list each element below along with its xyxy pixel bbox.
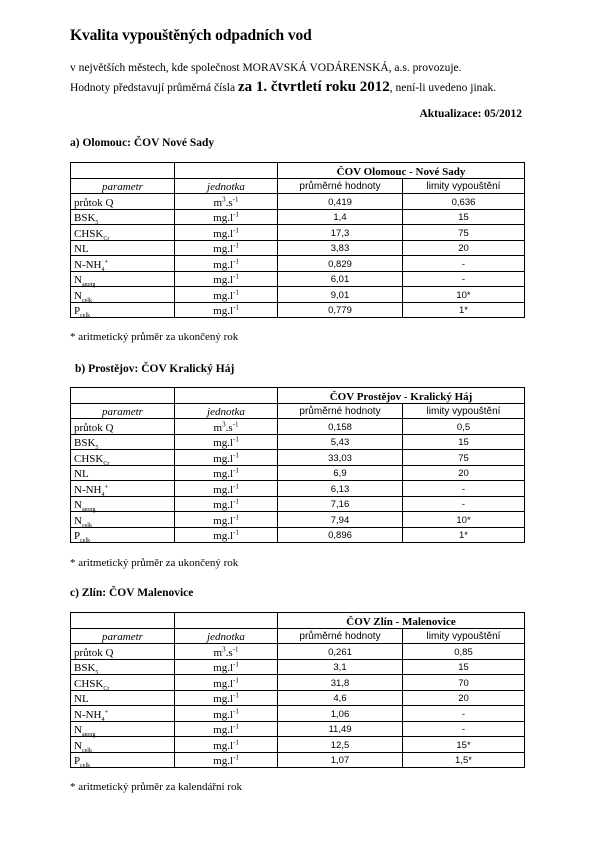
- unit-cell: [175, 209, 278, 225]
- parameter-name: N-NH: [74, 483, 102, 496]
- unit-text: mg.l: [213, 289, 234, 302]
- parameter-cell: [71, 240, 175, 256]
- empty-cell: [71, 613, 175, 629]
- unit-cell: [175, 419, 278, 435]
- parameter-name: N: [74, 289, 82, 302]
- parameter-name: N-NH: [74, 258, 102, 271]
- avg-value: 7,16: [278, 496, 403, 512]
- unit-cell: [175, 465, 278, 481]
- unit-cell: [175, 690, 278, 706]
- unit-cell: [175, 302, 278, 318]
- parameter-subscript: celk: [81, 522, 92, 529]
- limit-value: 0,5: [403, 419, 525, 435]
- parameter-name: NL: [74, 693, 89, 705]
- parameter-name: NL: [74, 243, 89, 255]
- parameter-subscript: celk: [80, 538, 91, 545]
- column-header-jednotka: jednotka: [175, 403, 278, 419]
- table-olomouc: [70, 162, 525, 318]
- parameter-name: průtok Q: [74, 196, 114, 209]
- section-heading-olomouc: a) Olomouc: ČOV Nové Sady: [70, 137, 215, 149]
- avg-value: 0,829: [278, 256, 403, 272]
- table-header-row: [71, 628, 525, 644]
- limit-value: 1*: [403, 527, 525, 543]
- avg-value: 11,49: [278, 721, 403, 737]
- table-header-plant-row: [71, 613, 525, 629]
- footnote-olomouc: * aritmetický průměr za ukončený rok: [70, 331, 239, 343]
- parameter-name: BSK: [74, 437, 96, 449]
- avg-value: 17,3: [278, 225, 403, 241]
- unit-cell: [175, 450, 278, 466]
- parameter-name: BSK: [74, 212, 96, 224]
- parameter-subscript: Cr: [103, 685, 110, 692]
- unit-cell: [175, 737, 278, 753]
- avg-value: 1,4: [278, 209, 403, 225]
- parameter-subscript: 4: [101, 716, 105, 723]
- unit-cell: [175, 225, 278, 241]
- parameter-cell: [71, 706, 175, 722]
- parameter-name: P: [74, 755, 81, 767]
- table-row: [71, 496, 525, 512]
- parameter-cell: [71, 752, 175, 768]
- unit-text: mg.l: [213, 530, 234, 542]
- unit-superscript: -1: [233, 512, 239, 521]
- unit-superscript: -1: [233, 225, 239, 234]
- empty-cell: [71, 388, 175, 404]
- limit-value: 15*: [403, 737, 525, 753]
- limit-value: 20: [403, 690, 525, 706]
- parameter-name: CHSK: [74, 677, 104, 690]
- limit-value: 15: [403, 209, 525, 225]
- unit-cell: [175, 644, 278, 660]
- footnote-zlin: * aritmetický průměr za kalendářní rok: [70, 781, 242, 793]
- parameter-subscript: celk: [80, 763, 91, 770]
- avg-value: 9,01: [278, 287, 403, 303]
- avg-value: 31,8: [278, 675, 403, 691]
- unit-text: mg.l: [213, 212, 234, 224]
- unit-cell: [175, 752, 278, 768]
- column-header-parametr: parametr: [71, 628, 175, 644]
- avg-value: 5,43: [278, 434, 403, 450]
- table-header-row: [71, 403, 525, 419]
- limit-value: 70: [403, 675, 525, 691]
- unit-cell: [175, 659, 278, 675]
- table-row: [71, 721, 525, 737]
- table-row: [71, 690, 525, 706]
- unit-cell: [175, 287, 278, 303]
- section-heading-zlin: c) Zlín: ČOV Malenovice: [70, 587, 194, 599]
- limit-value: -: [403, 721, 525, 737]
- avg-value: 6,01: [278, 271, 403, 287]
- avg-value: 0,779: [278, 302, 403, 318]
- table-row: [71, 271, 525, 287]
- table-row: [71, 419, 525, 435]
- avg-value: 1,07: [278, 752, 403, 768]
- unit-text: m: [213, 196, 223, 209]
- parameter-cell: [71, 271, 175, 287]
- empty-cell: [175, 613, 278, 629]
- parameter-name: N: [74, 739, 82, 752]
- parameter-cell: [71, 481, 175, 497]
- table-row: [71, 481, 525, 497]
- parameter-name: BSK: [74, 662, 96, 674]
- parameter-subscript: anorg: [81, 732, 96, 739]
- empty-cell: [71, 163, 175, 179]
- column-header-jednotka: jednotka: [175, 178, 278, 194]
- unit-cell: [175, 675, 278, 691]
- limit-value: 15: [403, 434, 525, 450]
- table-prostejov: [70, 387, 525, 543]
- table-row: [71, 737, 525, 753]
- unit-superscript: -1: [233, 528, 239, 537]
- table-header-row: [71, 178, 525, 194]
- parameter-cell: [71, 527, 175, 543]
- unit-text: mg.l: [213, 227, 234, 240]
- unit-superscript: -1: [233, 753, 239, 762]
- table-row: [71, 287, 525, 303]
- unit-cell: [175, 496, 278, 512]
- unit-superscript-2: -1: [232, 194, 239, 203]
- avg-value: 3,83: [278, 240, 403, 256]
- intro-line-2-end: , není-li uvedeno jinak.: [389, 82, 497, 94]
- plant-name: ČOV Prostějov - Kralický Háj: [278, 388, 525, 404]
- avg-value: 0,419: [278, 194, 403, 210]
- limit-value: 20: [403, 465, 525, 481]
- column-header-parametr: parametr: [71, 403, 175, 419]
- plant-name: ČOV Olomouc - Nové Sady: [278, 163, 525, 179]
- avg-value: 6,9: [278, 465, 403, 481]
- parameter-superscript: +: [104, 256, 109, 265]
- table-row: [71, 675, 525, 691]
- unit-superscript: -1: [233, 737, 239, 746]
- unit-text: mg.l: [213, 437, 234, 449]
- avg-value: 1,06: [278, 706, 403, 722]
- parameter-subscript: celk: [81, 297, 92, 304]
- table-header-plant-row: [71, 163, 525, 179]
- unit-text: mg.l: [213, 708, 234, 721]
- parameter-name: NL: [74, 468, 89, 480]
- unit-cell: [175, 512, 278, 528]
- plant-name: ČOV Zlín - Malenovice: [278, 613, 525, 629]
- parameter-subscript: celk: [80, 313, 91, 320]
- table-header-plant-row: [71, 388, 525, 404]
- table-row: [71, 706, 525, 722]
- table-row: [71, 752, 525, 768]
- parameter-name: průtok Q: [74, 646, 114, 659]
- parameter-subscript: 4: [101, 266, 105, 273]
- unit-cell: [175, 527, 278, 543]
- parameter-subscript: anorg: [81, 507, 96, 514]
- limit-value: 0,85: [403, 644, 525, 660]
- parameter-name: N: [74, 724, 82, 736]
- unit-text: mg.l: [213, 468, 234, 480]
- parameter-name: P: [74, 530, 81, 542]
- table-row: [71, 209, 525, 225]
- unit-cell: [175, 240, 278, 256]
- unit-text: mg.l: [213, 693, 234, 705]
- unit-text: mg.l: [213, 483, 234, 496]
- unit-text: m: [213, 421, 223, 434]
- unit-superscript: 3: [222, 644, 226, 653]
- unit-text: mg.l: [213, 274, 234, 286]
- parameter-cell: [71, 209, 175, 225]
- unit-superscript: -1: [233, 435, 239, 444]
- limit-value: 1*: [403, 302, 525, 318]
- unit-superscript: -1: [233, 660, 239, 669]
- unit-cell: [175, 481, 278, 497]
- unit-superscript: -1: [233, 481, 239, 490]
- table-zlin: [70, 612, 525, 768]
- unit-superscript: -1: [233, 241, 239, 250]
- unit-superscript-2: -1: [232, 419, 239, 428]
- intro-line-1: v největších městech, kde společnost MORAVSKÁ VODÁRENSKÁ, a.s. provozuje.: [70, 62, 462, 74]
- parameter-cell: [71, 287, 175, 303]
- column-header-parametr: parametr: [71, 178, 175, 194]
- unit-superscript: -1: [233, 497, 239, 506]
- unit-superscript: -1: [233, 691, 239, 700]
- column-header-avg: průměrné hodnoty: [278, 403, 403, 419]
- unit-superscript: -1: [233, 303, 239, 312]
- parameter-superscript: +: [104, 481, 109, 490]
- avg-value: 12,5: [278, 737, 403, 753]
- unit-text: mg.l: [213, 452, 234, 465]
- parameter-cell: [71, 225, 175, 241]
- parameter-cell: [71, 450, 175, 466]
- parameter-cell: [71, 644, 175, 660]
- unit-cell: [175, 434, 278, 450]
- unit-text-after: .s: [225, 196, 233, 209]
- limit-value: 75: [403, 450, 525, 466]
- limit-value: -: [403, 496, 525, 512]
- parameter-cell: [71, 256, 175, 272]
- limit-value: -: [403, 706, 525, 722]
- update-date: Aktualizace: 05/2012: [419, 108, 522, 120]
- column-header-limit: limity vypouštění: [403, 403, 525, 419]
- unit-cell: [175, 271, 278, 287]
- table-row: [71, 434, 525, 450]
- table-row: [71, 194, 525, 210]
- parameter-superscript: +: [104, 706, 109, 715]
- unit-cell: [175, 706, 278, 722]
- table-row: [71, 644, 525, 660]
- limit-value: 10*: [403, 287, 525, 303]
- unit-superscript: 3: [222, 419, 226, 428]
- unit-superscript-2: -1: [232, 644, 239, 653]
- intro-line-2-start: Hodnoty představují průměrná čísla: [70, 82, 238, 94]
- unit-superscript: -1: [233, 256, 239, 265]
- table-row: [71, 512, 525, 528]
- table-row: [71, 256, 525, 272]
- unit-text: mg.l: [213, 739, 234, 752]
- limit-value: -: [403, 271, 525, 287]
- parameter-cell: [71, 434, 175, 450]
- parameter-cell: [71, 194, 175, 210]
- parameter-cell: [71, 721, 175, 737]
- avg-value: 33,03: [278, 450, 403, 466]
- avg-value: 4,6: [278, 690, 403, 706]
- column-header-jednotka: jednotka: [175, 628, 278, 644]
- table-row: [71, 225, 525, 241]
- unit-cell: [175, 194, 278, 210]
- column-header-avg: průměrné hodnoty: [278, 628, 403, 644]
- unit-text: mg.l: [213, 724, 234, 736]
- parameter-name: CHSK: [74, 452, 104, 465]
- unit-superscript: -1: [233, 675, 239, 684]
- parameter-cell: [71, 496, 175, 512]
- unit-text: mg.l: [213, 677, 234, 690]
- parameter-name: N-NH: [74, 708, 102, 721]
- avg-value: 6,13: [278, 481, 403, 497]
- limit-value: 20: [403, 240, 525, 256]
- unit-cell: [175, 256, 278, 272]
- limit-value: -: [403, 256, 525, 272]
- empty-cell: [175, 163, 278, 179]
- parameter-subscript: 5: [95, 220, 99, 227]
- parameter-subscript: 5: [95, 445, 99, 452]
- avg-value: 0,261: [278, 644, 403, 660]
- parameter-name: N: [74, 274, 82, 286]
- intro-line-2: [70, 79, 496, 96]
- unit-superscript: 3: [222, 194, 226, 203]
- parameter-cell: [71, 737, 175, 753]
- intro-period: za 1. čtvrtletí roku 2012: [238, 79, 390, 95]
- table-row: [71, 465, 525, 481]
- unit-text-after: .s: [225, 421, 233, 434]
- table-row: [71, 450, 525, 466]
- parameter-name: P: [74, 305, 81, 317]
- parameter-cell: [71, 419, 175, 435]
- unit-text: mg.l: [213, 499, 234, 511]
- limit-value: 75: [403, 225, 525, 241]
- unit-superscript: -1: [233, 706, 239, 715]
- unit-text: mg.l: [213, 243, 234, 255]
- parameter-name: průtok Q: [74, 421, 114, 434]
- empty-cell: [175, 388, 278, 404]
- footnote-prostejov: * aritmetický průměr za ukončený rok: [70, 557, 239, 569]
- unit-superscript: -1: [233, 466, 239, 475]
- parameter-subscript: Cr: [103, 235, 110, 242]
- unit-superscript: -1: [233, 450, 239, 459]
- parameter-cell: [71, 675, 175, 691]
- parameter-subscript: Cr: [103, 460, 110, 467]
- parameter-cell: [71, 465, 175, 481]
- unit-text: mg.l: [213, 305, 234, 317]
- unit-text: mg.l: [213, 514, 234, 527]
- section-heading-prostejov: b) Prostějov: ČOV Kralický Háj: [75, 363, 235, 375]
- unit-cell: [175, 721, 278, 737]
- table-row: [71, 240, 525, 256]
- parameter-subscript: 4: [101, 491, 105, 498]
- parameter-name: N: [74, 499, 82, 511]
- parameter-cell: [71, 512, 175, 528]
- column-header-limit: limity vypouštění: [403, 178, 525, 194]
- avg-value: 0,158: [278, 419, 403, 435]
- table-row: [71, 302, 525, 318]
- unit-text: mg.l: [213, 258, 234, 271]
- avg-value: 0,896: [278, 527, 403, 543]
- limit-value: 15: [403, 659, 525, 675]
- unit-superscript: -1: [233, 272, 239, 281]
- limit-value: 1,5*: [403, 752, 525, 768]
- unit-text: m: [213, 646, 223, 659]
- parameter-cell: [71, 302, 175, 318]
- unit-superscript: -1: [233, 210, 239, 219]
- table-row: [71, 659, 525, 675]
- parameter-name: CHSK: [74, 227, 104, 240]
- page-title: Kvalita vypouštěných odpadních vod: [70, 27, 312, 44]
- parameter-name: N: [74, 514, 82, 527]
- table-row: [71, 527, 525, 543]
- avg-value: 3,1: [278, 659, 403, 675]
- parameter-subscript: anorg: [81, 282, 96, 289]
- limit-value: 0,636: [403, 194, 525, 210]
- unit-superscript: -1: [233, 722, 239, 731]
- limit-value: -: [403, 481, 525, 497]
- column-header-limit: limity vypouštění: [403, 628, 525, 644]
- unit-superscript: -1: [233, 287, 239, 296]
- parameter-cell: [71, 659, 175, 675]
- unit-text: mg.l: [213, 662, 234, 674]
- limit-value: 10*: [403, 512, 525, 528]
- avg-value: 7,94: [278, 512, 403, 528]
- parameter-subscript: celk: [81, 747, 92, 754]
- unit-text: mg.l: [213, 755, 234, 767]
- column-header-avg: průměrné hodnoty: [278, 178, 403, 194]
- parameter-subscript: 5: [95, 670, 99, 677]
- parameter-cell: [71, 690, 175, 706]
- unit-text-after: .s: [225, 646, 233, 659]
